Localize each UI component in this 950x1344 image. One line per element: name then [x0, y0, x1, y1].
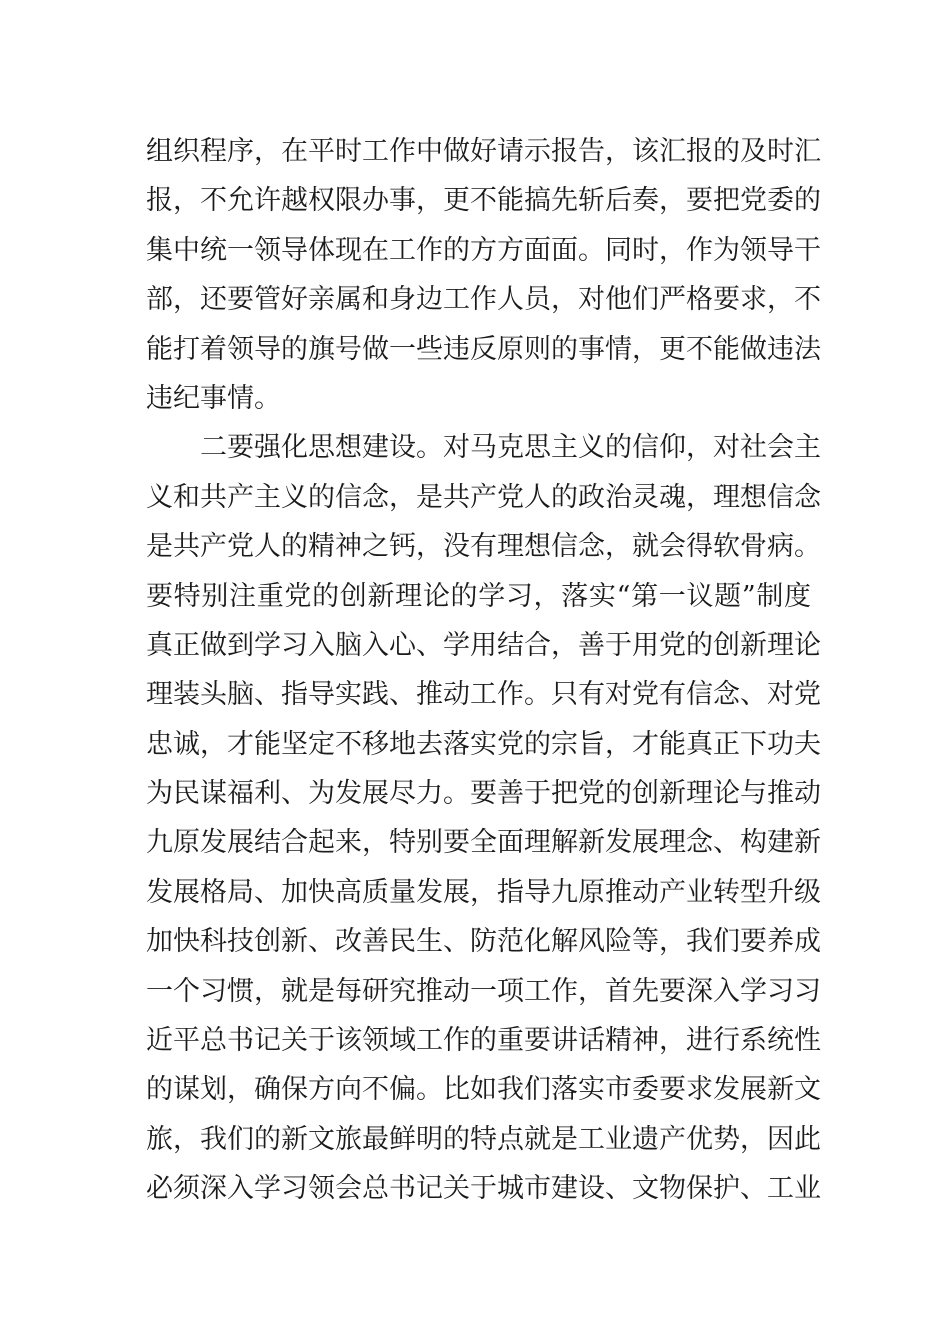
text-line: 组织程序，在平时工作中做好请示报告，该汇报的及时汇 — [146, 136, 821, 167]
text-line: 发展格局、加快高质量发展，指导九原推动产业转型升级 — [146, 876, 821, 908]
text-line: 的谋划，确保方向不偏。比如我们落实市委要求发展新文 — [146, 1074, 821, 1106]
text-line: 是共产党人的精神之钙，没有理想信念，就会得软骨病。 — [146, 531, 821, 563]
text-line: 报，不允许越权限办事，更不能搞先斩后奏，要把党委的 — [146, 185, 821, 217]
text-line: 集中统一领导体现在工作的方方面面。同时，作为领导干 — [146, 234, 821, 266]
text-line: 九原发展结合起来，特别要全面理解新发展理念、构建新 — [146, 827, 821, 859]
text-line: 旅，我们的新文旅最鲜明的特点就是工业遗产优势，因此 — [146, 1123, 821, 1155]
text-line: 违纪事情。 — [146, 382, 281, 414]
document-body — [146, 127, 821, 1214]
text-line: 一个习惯，就是每研究推动一项工作，首先要深入学习习 — [146, 975, 821, 1007]
text-line: 加快科技创新、改善民生、防范化解风险等，我们要养成 — [146, 926, 821, 958]
text-line: 近平总书记关于该领域工作的重要讲话精神，进行系统性 — [146, 1025, 821, 1057]
text-line: 理装头脑、指导实践、推动工作。只有对党有信念、对党 — [146, 679, 821, 711]
text-line: 为民谋福利、为发展尽力。要善于把党的创新理论与推动 — [146, 778, 821, 810]
text-line: 必须深入学习领会总书记关于城市建设、文物保护、工业 — [146, 1173, 821, 1205]
text-line: 能打着领导的旗号做一些违反原则的事情，更不能做违法 — [146, 333, 821, 365]
text-line: 忠诚，才能坚定不移地去落实党的宗旨，才能真正下功夫 — [146, 728, 821, 760]
text-line: 义和共产主义的信念，是共产党人的政治灵魂，理想信念 — [146, 481, 821, 513]
text-line: 部，还要管好亲属和身边工作人员，对他们严格要求，不 — [146, 284, 821, 316]
text-line: 二要强化思想建设。对马克思主义的信仰，对社会主 — [200, 432, 821, 464]
paragraph-2 — [146, 423, 821, 1213]
text-line: 要特别注重党的创新理论的学习，落实“第一议题”制度 — [146, 580, 811, 612]
text-line: 真正做到学习入脑入心、学用结合，善于用党的创新理论 — [146, 629, 821, 661]
paragraph-1 — [146, 127, 821, 423]
